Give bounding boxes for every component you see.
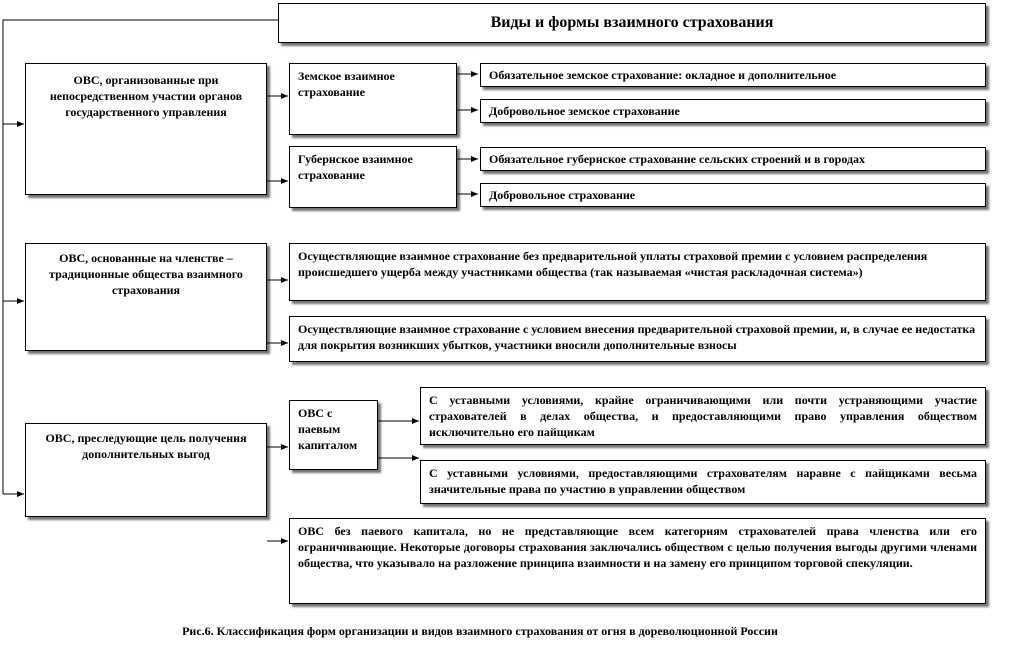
subgroup-zemskoe-box: Земское взаимное страхование bbox=[289, 63, 457, 135]
subgroup-paevoy-box: ОВС с паевым капиталом bbox=[289, 400, 378, 470]
subgroup-gubernskoe-box: Губернское взаимное страхование bbox=[289, 146, 457, 208]
gubernskoe-item-2: Добровольное страхование bbox=[480, 183, 986, 207]
group-1-box: ОВС, организованные при непосредственном участии органов государственного управления bbox=[25, 63, 267, 195]
group-2-item-2: Осуществляющие взаимное страхование с условием внесения предварительной страховой премии, и, в случае ее недостатка для покрытия возникших убытков, участники вносили дополнительные взносы bbox=[289, 316, 986, 362]
figure-caption: Рис.6. Классификация форм организации и видов взаимного страхования от огня в дореволюционной России bbox=[182, 624, 778, 638]
paevoy-item-2: С уставными условиями, предоставляющими страхователям наравне с пайщиками весьма значительные права по участию в управлении обществом bbox=[420, 460, 986, 504]
gubernskoe-item-1: Обязательное губернское страхование сельских строений и в городах bbox=[480, 147, 986, 171]
group-3-box: ОВС, преследующие цель получения дополнительных выгод bbox=[25, 423, 267, 517]
zemskoe-item-2: Добровольное земское страхование bbox=[480, 99, 986, 123]
paevoy-item-1: С уставными условиями, крайне ограничивающими или почти устраняющими участие страхователей в делах общества, и предоставляющими право управления обществом исключительно его пайщикам bbox=[420, 387, 986, 445]
group-3-item: ОВС без паевого капитала, но не представляющие всем категориям страхователей права членства или его ограничивающие. Некоторые договоры страхования заключались обществом с целью получения выгоды другими членами общества, что указывало на разложение принципа взаимности и на замену его принципом торговой спекуляции. bbox=[289, 518, 986, 604]
group-2-item-1: Осуществляющие взаимное страхование без предварительной уплаты страховой премии с условием распределения происшедшего ущерба между участниками общества (так называемая «чистая раскладочная система») bbox=[289, 243, 986, 301]
group-2-box: ОВС, основанные на членстве – традиционные общества взаимного страхования bbox=[25, 243, 267, 351]
diagram-title: Виды и формы взаимного страхования bbox=[278, 3, 986, 43]
zemskoe-item-1: Обязательное земское страхование: окладное и дополнительное bbox=[480, 63, 986, 87]
